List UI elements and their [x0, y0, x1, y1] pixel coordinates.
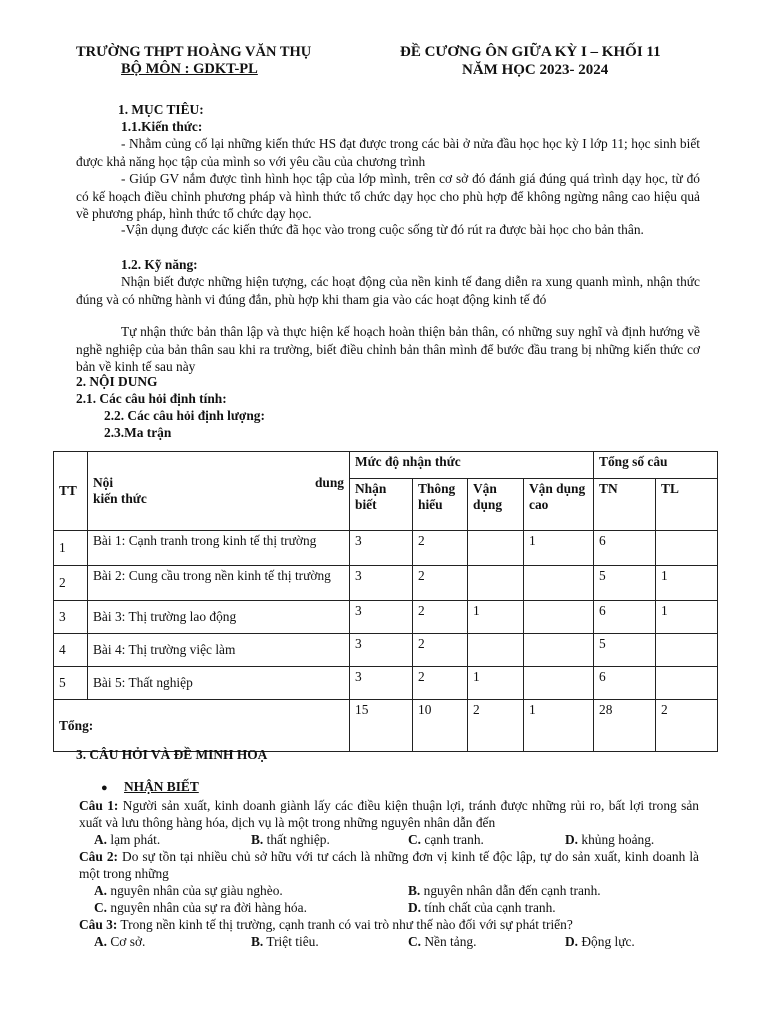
header-content [88, 452, 350, 531]
level-heading: NHẬN BIẾT [124, 779, 199, 794]
cell-vd [468, 566, 524, 601]
question-1-text: Người sản xuất, kinh doanh giành lấy các điều kiện thuận lợi, tránh được những rủi ro, bất lợi trong sản xuất và lưu thông hàng hóa, dịch vụ là một trong những nguyên nhân dẫn đến [79, 798, 699, 830]
question-1-label: Câu 1: [79, 798, 119, 813]
cell-lesson: Bài 1: Cạnh tranh trong kinh tế thị trường [88, 531, 350, 566]
section2-heading: 2. NỘI DUNG [76, 374, 158, 389]
skills-paragraph-2: Tự nhận thức bản thân lập và thực hiện kế hoạch hoàn thiện bản thân, có những suy nghĩ và định hướng về nghề nghiệp của bản thân sau khi ra trường, biết điều chỉnh bản thân mình để bước đầu trang bị những kiến thức cơ bản về kinh tế sau này [76, 324, 700, 374]
knowledge-paragraph-2: - Giúp GV nắm được tình hình học tập của lớp mình, trên cơ sở đó đánh giá đúng quá trình dạy học, từ đó có kế hoạch điều chỉnh phương pháp và hình thức tổ chức dạy học cho phù hợp để không ngừng nâng cao hiệu quả về phương pháp, hình thức tổ chức dạy học. [76, 171, 700, 221]
cell-lesson: Bài 5: Thất nghiệp [88, 667, 350, 700]
q1-option-d: D. khủng hoảng. [565, 832, 655, 847]
q2-option-d: D. tính chất của cạnh tranh. [408, 900, 556, 915]
header-content-2: dung [314, 475, 344, 490]
knowledge-paragraph-3: -Vận dụng được các kiến thức đã học vào trong cuộc sống từ đó rút ra được bài học cho bản thân. [121, 222, 644, 237]
cell-vd: 1 [468, 667, 524, 700]
school-year: NĂM HỌC 2023- 2024 [462, 62, 609, 78]
question-1 [79, 797, 699, 831]
table-row [54, 531, 718, 566]
header-van-dung: Vận dụng [468, 479, 524, 531]
table-row [54, 601, 718, 634]
matrix-table [53, 451, 718, 752]
cell-vdc [524, 601, 594, 634]
question-3 [79, 916, 699, 933]
cell-vdc [524, 634, 594, 667]
cell-nb: 3 [350, 531, 413, 566]
cell-tt: 2 [54, 566, 88, 601]
cell-th: 2 [413, 634, 468, 667]
cell-tl [656, 634, 718, 667]
cell-lesson: Bài 4: Thị trường việc làm [88, 634, 350, 667]
q2-option-c: C. nguyên nhân của sự ra đời hàng hóa. [94, 900, 307, 915]
cell-th: 2 [413, 667, 468, 700]
cell-tn: 6 [594, 667, 656, 700]
q1-option-b: B. thất nghiệp. [251, 832, 330, 847]
skills-paragraph-1: Nhận biết được những hiện tượng, các hoạt động của nền kinh tế đang diễn ra xung quanh mình, nhận thức đúng và có những hành vi đúng đắn, phù hợp khi tham gia vào các hoạt động kinh tế đó [76, 274, 700, 307]
section2-sub2: 2.2. Các câu hỏi định lượng: [104, 408, 265, 423]
question-2-label: Câu 2: [79, 849, 118, 864]
q1-option-c: C. cạnh tranh. [408, 832, 484, 847]
cell-total-tn: 28 [594, 700, 656, 752]
cell-tn: 5 [594, 634, 656, 667]
q2-option-a: A. nguyên nhân của sự giàu nghèo. [94, 883, 283, 898]
cell-tn: 6 [594, 531, 656, 566]
cell-total-vdc: 1 [524, 700, 594, 752]
header-nhan-biet: Nhận biết [350, 479, 413, 531]
cell-vd [468, 634, 524, 667]
table-row [54, 634, 718, 667]
question-2 [79, 848, 699, 882]
cell-vd [468, 531, 524, 566]
cell-tn: 6 [594, 601, 656, 634]
section2-sub1: 2.1. Các câu hỏi định tính: [76, 391, 227, 406]
cell-tt: 1 [54, 531, 88, 566]
cell-vdc [524, 566, 594, 601]
cell-th: 2 [413, 601, 468, 634]
question-3-label: Câu 3: [79, 917, 118, 932]
cell-vdc [524, 667, 594, 700]
skills-heading: 1.2. Kỹ năng: [121, 257, 198, 272]
cell-nb: 3 [350, 667, 413, 700]
cell-tl: 1 [656, 566, 718, 601]
department-name: BỘ MÔN : GDKT-PL [121, 61, 258, 77]
q3-option-a: A. Cơ sở. [94, 934, 146, 949]
header-van-dung-cao: Vận dụng cao [524, 479, 594, 531]
q3-option-b: B. Triệt tiêu. [251, 934, 319, 949]
q1-option-a: A. lạm phát. [94, 832, 161, 847]
cell-tl: 1 [656, 601, 718, 634]
cell-tl [656, 531, 718, 566]
cell-tn: 5 [594, 566, 656, 601]
cell-tt: 5 [54, 667, 88, 700]
cell-total-th: 10 [413, 700, 468, 752]
cell-lesson: Bài 3: Thị trường lao động [88, 601, 350, 634]
cell-tl [656, 667, 718, 700]
header-tt: TT [54, 452, 88, 531]
header-content-3: kiến thức [93, 491, 147, 506]
bullet-icon: ● [101, 782, 108, 794]
document-title: ĐỀ CƯƠNG ÔN GIỮA KỲ I – KHỐI 11 [400, 44, 661, 60]
cell-tt: 4 [54, 634, 88, 667]
cell-th: 2 [413, 566, 468, 601]
knowledge-heading: 1.1.Kiến thức: [121, 119, 203, 134]
header-tn: TN [594, 479, 656, 531]
table-row [54, 667, 718, 700]
table-total-row [54, 700, 718, 752]
q2-option-b: B. nguyên nhân dẫn đến cạnh tranh. [408, 883, 601, 898]
cell-nb: 3 [350, 566, 413, 601]
cell-nb: 3 [350, 634, 413, 667]
question-2-text: Do sự tồn tại nhiều chủ sở hữu với tư cách là những đơn vị kinh tế độc lập, tự do sản xuất, kinh doanh là một trong những [79, 849, 699, 881]
cell-nb: 3 [350, 601, 413, 634]
header-total: Tổng số câu [594, 452, 718, 479]
q3-option-d: D. Động lực. [565, 934, 635, 949]
cell-total-label: Tổng: [54, 700, 350, 752]
knowledge-paragraph-1: - Nhằm củng cố lại những kiến thức HS đạt được trong các bài ở nửa đầu học học kỳ I lớp 11; học sinh biết được khả năng học tập của mình so với yêu cầu của chương trình [76, 136, 700, 169]
table-row [54, 566, 718, 601]
q3-option-c: C. Nền tảng. [408, 934, 477, 949]
section3-heading: 3. CÂU HỎI VÀ ĐỀ MINH HOẠ [76, 747, 268, 762]
section2-sub3: 2.3.Ma trận [104, 425, 172, 440]
header-tl: TL [656, 479, 718, 531]
cell-tt: 3 [54, 601, 88, 634]
cell-total-tl: 2 [656, 700, 718, 752]
section1-heading: 1. MỤC TIÊU: [118, 102, 204, 117]
cell-vdc: 1 [524, 531, 594, 566]
cell-total-nb: 15 [350, 700, 413, 752]
header-level: Mức độ nhận thức [350, 452, 594, 479]
cell-th: 2 [413, 531, 468, 566]
cell-lesson: Bài 2: Cung cầu trong nền kinh tế thị trường [88, 566, 350, 601]
cell-vd: 1 [468, 601, 524, 634]
header-thong-hieu: Thông hiểu [413, 479, 468, 531]
header-content-1: Nội [93, 475, 114, 490]
question-3-text: Trong nền kinh tế thị trường, cạnh tranh có vai trò như thế nào đối với sự phát triển? [117, 917, 573, 932]
school-name: TRƯỜNG THPT HOÀNG VĂN THỤ [76, 44, 312, 60]
cell-total-vd: 2 [468, 700, 524, 752]
